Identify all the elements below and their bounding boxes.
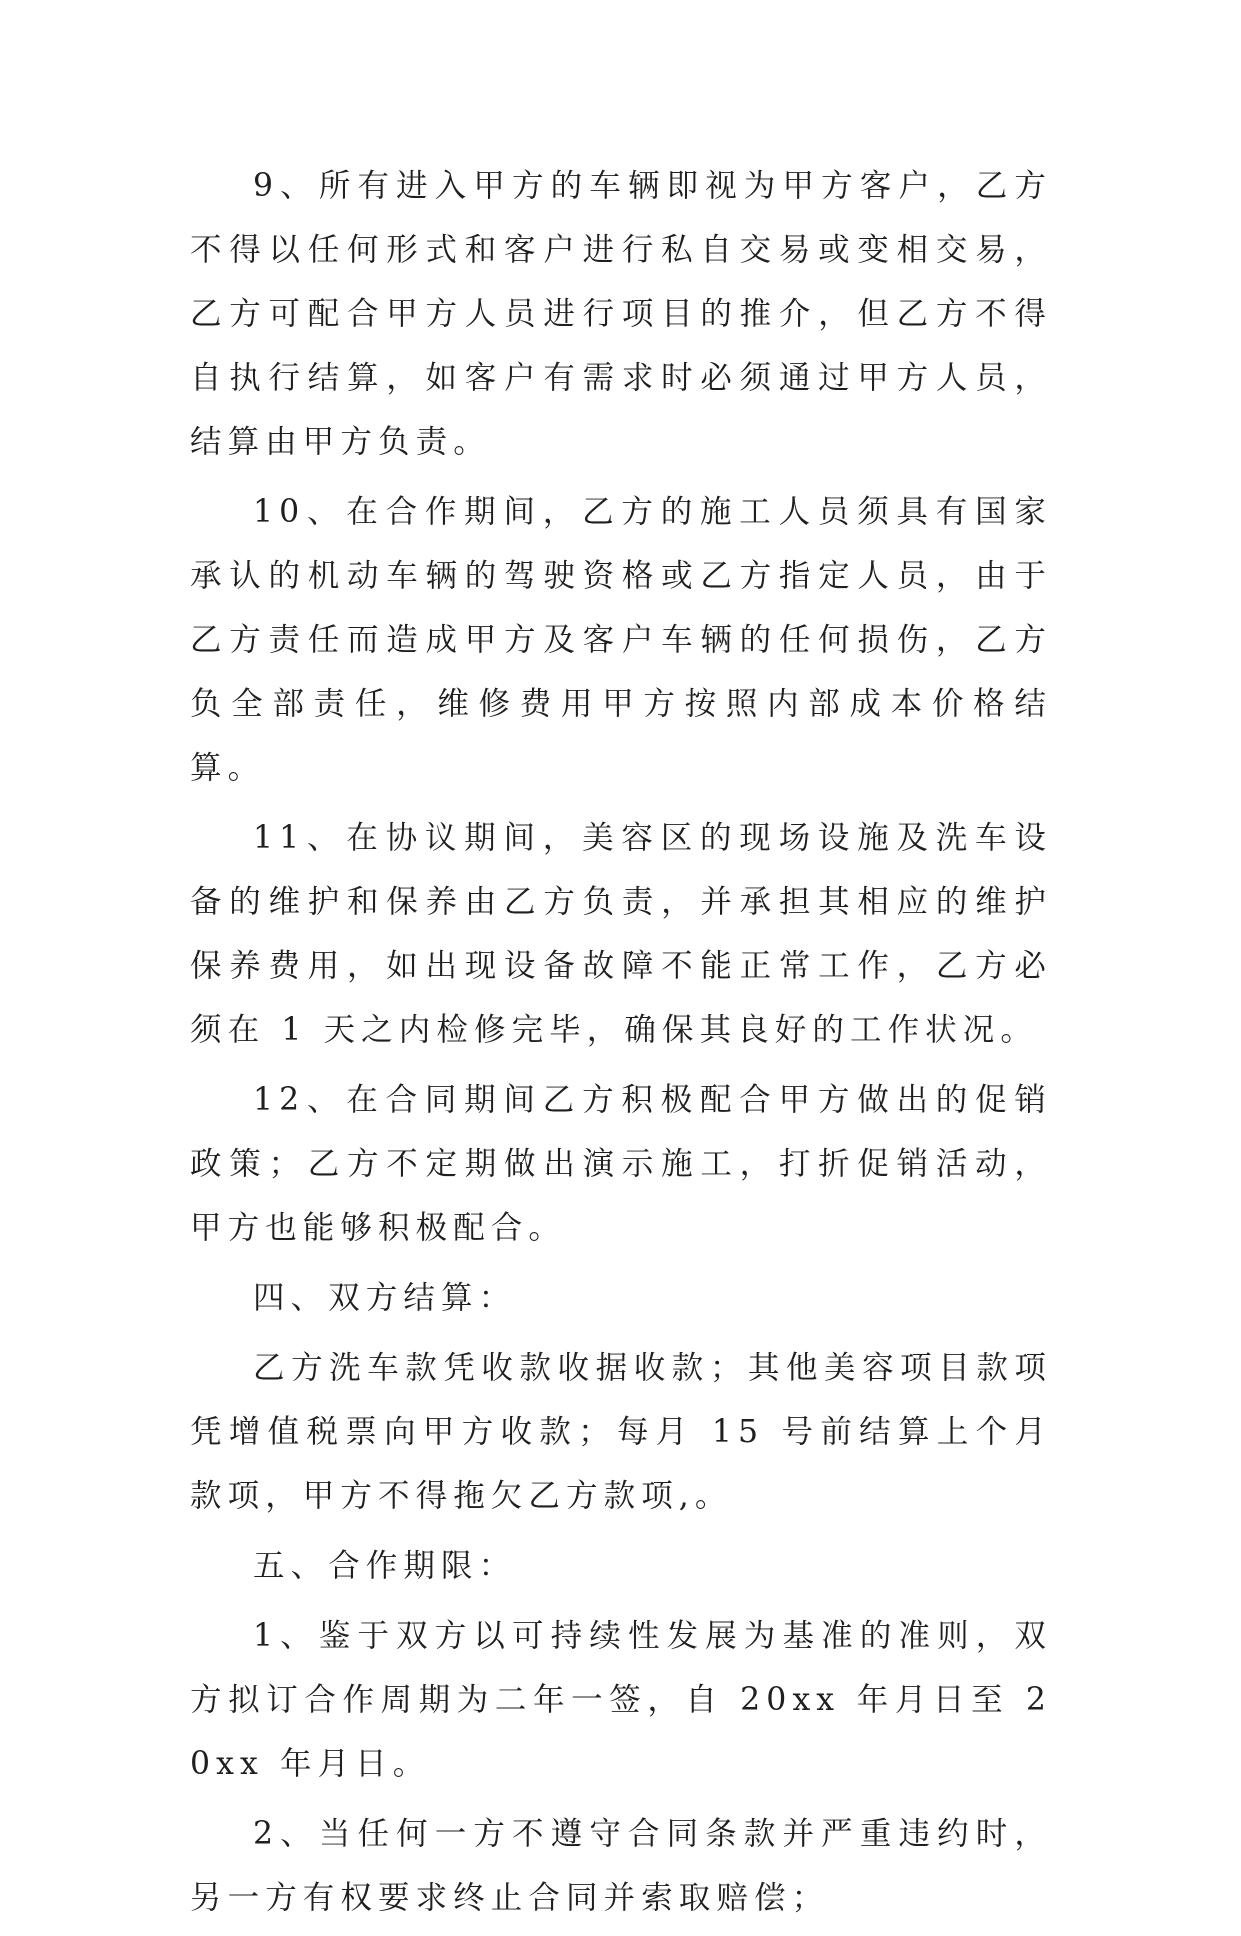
section-5-heading: 五、合作期限：: [253, 1548, 517, 1584]
clause-12-paragraph: 12、在合同期间乙方积极配合甲方做出的促销政策；乙方不定期做出演示施工，打折促销活动，甲方也能够积极配合。: [190, 1082, 1052, 1246]
clause-9-paragraph: 9、所有进入甲方的车辆即视为甲方客户，乙方不得以任何形式和客户进行私自交易或变相交易，乙方可配合甲方人员进行项目的推介，但乙方不得自执行结算，如客户有需求时必须通过甲方人员，结算由甲方负责。: [190, 168, 1052, 460]
document-body: [190, 154, 1052, 1936]
section-4-heading: 四、双方结算：: [253, 1280, 517, 1316]
clause-11-paragraph: 11、在协议期间，美容区的现场设施及洗车设备的维护和保养由乙方负责，并承担其相应的维护保养费用，如出现设备故障不能正常工作，乙方必须在 1 天之内检修完毕，确保其良好的工作状况。: [190, 820, 1052, 1048]
clause-10-paragraph: 10、在合作期间，乙方的施工人员须具有国家承认的机动车辆的驾驶资格或乙方指定人员，由于乙方责任而造成甲方及客户车辆的任何损伤，乙方负全部责任，维修费用甲方按照内部成本价格结算。: [190, 494, 1052, 786]
term-clause-2-paragraph: 2、当任何一方不遵守合同条款并严重违约时，另一方有权要求终止合同并索取赔偿；: [190, 1816, 1052, 1916]
term-clause-1-paragraph: 1、鉴于双方以可持续性发展为基准的准则，双方拟订合作周期为二年一签，自 20xx 年月日至 20xx 年月日。: [190, 1618, 1052, 1782]
settlement-paragraph: 乙方洗车款凭收款收据收款；其他美容项目款项凭增值税票向甲方收款；每月 15 号前结算上个月款项，甲方不得拖欠乙方款项,。: [190, 1350, 1052, 1514]
